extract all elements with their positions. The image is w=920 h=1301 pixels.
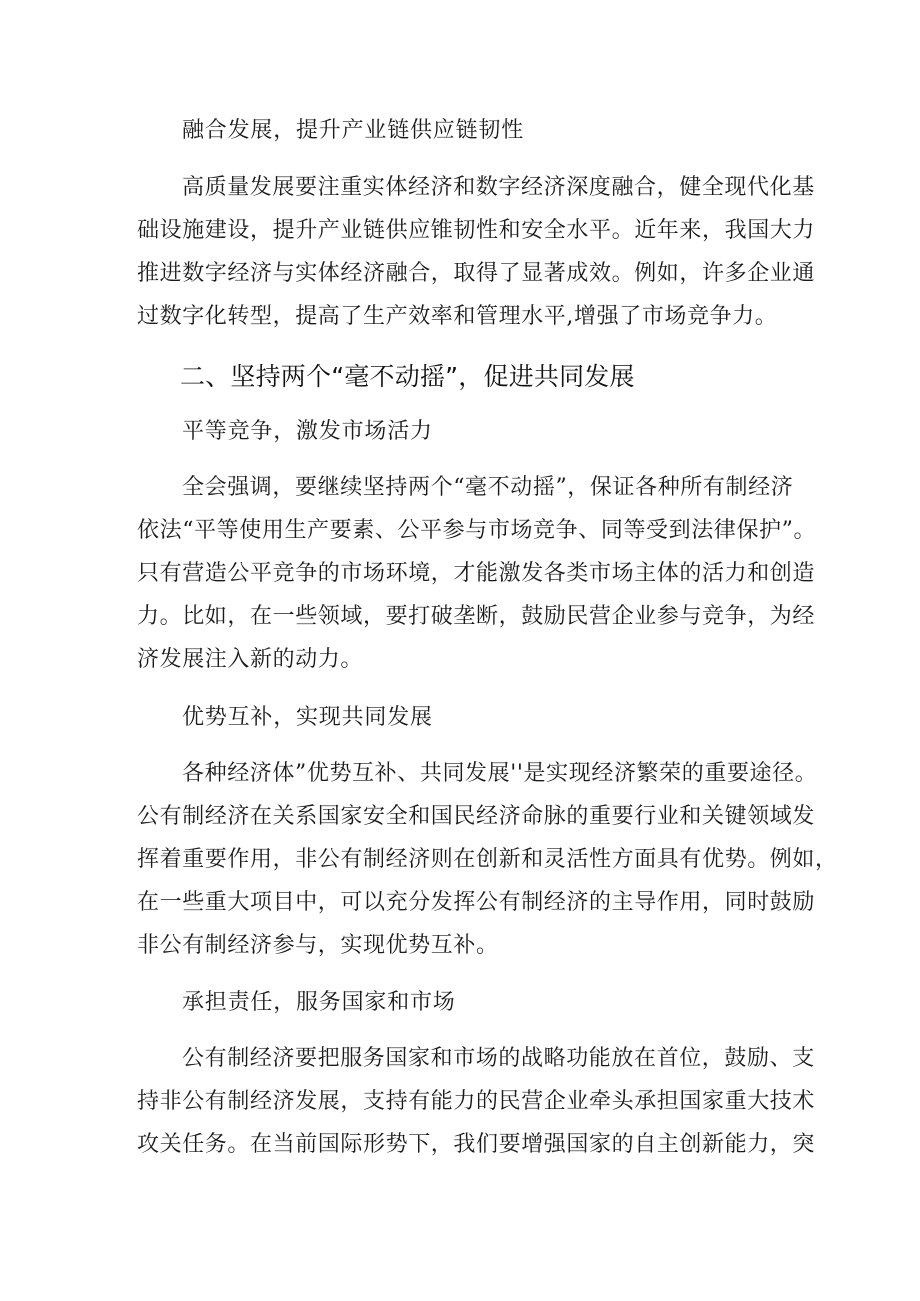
paragraph-line: 攻关任务。在当前国际形势下，我们要增强国家的自主创新能力，突 [137, 1132, 816, 1157]
paragraph-line: 过数字化转型，提高了生产效率和管理水平,增强了市场竞争力。 [137, 304, 778, 329]
paragraph-line: 持非公有制经济发展，支持有能力的民营企业牵头承担国家重大技术 [137, 1089, 816, 1114]
subheading-complementary: 优势互补，实现共同发展 [182, 705, 433, 730]
subheading-responsibility: 承担责任，服务国家和市场 [182, 990, 456, 1015]
paragraph-line: 挥着重要作用，非公有制经济则在创新和灵活性方面具有优势。例如， [137, 847, 838, 872]
paragraph-line: 高质量发展要注重实体经济和数字经济深度融合，健全现代化基 [182, 175, 815, 200]
paragraph-line: 各种经济体”优势互补、共同发展''是实现经济繁荣的重要途径。 [182, 761, 818, 786]
paragraph-line: 在一些重大项目中，可以充分发挥公有制经济的主导作用，同时鼓励 [137, 890, 816, 915]
paragraph-line: 非公有制经济参与，实现优势互补。 [137, 933, 499, 958]
paragraph-line: 公有制经济要把服务国家和市场的战略功能放在首位，鼓励、支 [182, 1046, 815, 1071]
paragraph-line: 济发展注入新的动力。 [137, 647, 364, 672]
paragraph-line: 公有制经济在关系国家安全和国民经济命脉的重要行业和关键领域发 [137, 804, 816, 829]
paragraph-line: 依法“平等使用生产要素、公平参与市场竞争、同等受到法律保护”。 [137, 518, 817, 543]
paragraph-line: 只有营造公平竞争的市场环境，才能激发各类市场主体的活力和创造 [137, 561, 816, 586]
paragraph-line: 础设施建设，提升产业链供应锥韧性和安全水平。近年来，我国大力 [137, 218, 816, 243]
paragraph-line: 推进数字经济与实体经济融合，取得了显著成效。例如，许多企业通 [137, 261, 816, 286]
paragraph-line: 力。比如，在一些领域，要打破垄断，鼓励民营企业参与竞争，为经 [137, 604, 816, 629]
subheading-integration: 融合发展，提升产业链供应链韧性 [182, 118, 525, 143]
subheading-fair-competition: 平等竞争，激发市场活力 [182, 419, 433, 444]
section-heading-two: 二、坚持两个“毫不动摇”，促进共同发展 [180, 362, 635, 391]
paragraph-line: 全会强调，要继续坚持两个“毫不动摇”，保证各种所有制经济 [182, 475, 794, 500]
